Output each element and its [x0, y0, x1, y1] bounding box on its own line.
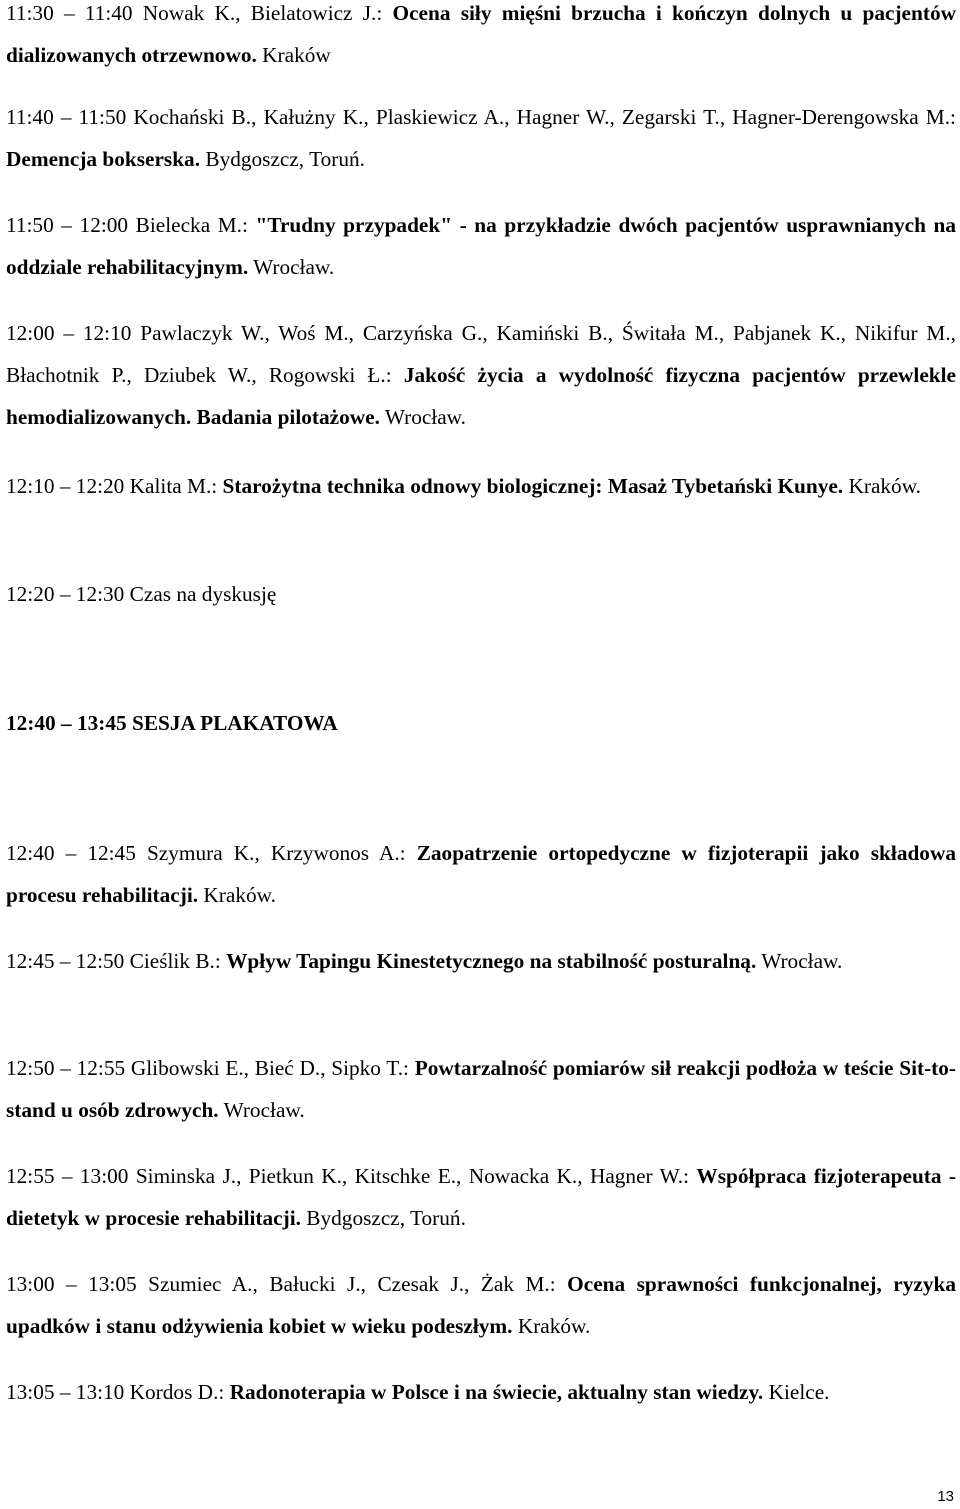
entry-city: Wrocław. [253, 255, 335, 279]
entry-time: 12:50 – 12:55 [6, 1056, 126, 1080]
entry-city: Kraków. [203, 883, 276, 907]
entry-city: Wrocław. [761, 949, 843, 973]
entry-title: Ocena siły mięśni brzucha i kończyn dolnych u pacjentów dializowanych otrzewnowo. [6, 1, 956, 67]
entry-authors: Kalita M.: [129, 474, 218, 498]
poster-entry [6, 832, 956, 916]
entry-city: Kraków [262, 43, 331, 67]
program-entry [6, 312, 956, 438]
program-entry [6, 0, 956, 76]
entry-time: 12:10 – 12:20 [6, 474, 125, 498]
entry-city: Kraków. [517, 1314, 591, 1338]
program-entry [6, 96, 956, 180]
entry-time: 12:20 – 12:30 [6, 582, 125, 606]
entry-authors: Kochański B., Kałużny K., Plaskiewicz A., Hagner W., Zegarski T., Hagner-Derengowska M.: [133, 105, 956, 129]
entry-authors: Szymura K., Krzywonos A.: [146, 841, 406, 865]
entry-authors: Kordos D.: [129, 1380, 225, 1404]
entry-time: 12:45 – 12:50 [6, 949, 125, 973]
entry-authors: Glibowski E., Bieć D., Sipko T.: [130, 1056, 409, 1080]
entry-time: 13:05 – 13:10 [6, 1380, 125, 1404]
entry-title: Jakość życia a wydolność fizyczna pacjentów przewlekle hemodializowanych. Badania pilotażowe. [6, 363, 956, 429]
session-heading [6, 702, 956, 744]
entry-title: Wpływ Tapingu Kinestetycznego na stabilność posturalną. [226, 949, 757, 973]
entry-time: 12:00 – 12:10 [6, 321, 132, 345]
poster-entry [6, 940, 956, 982]
entry-authors: Czas na dyskusję [129, 582, 277, 606]
entry-authors: Bielecka M.: [135, 213, 248, 237]
session-label: SESJA PLAKATOWA [132, 711, 338, 735]
program-entry [6, 465, 956, 507]
entry-city: Wrocław. [223, 1098, 305, 1122]
poster-entry [6, 1047, 956, 1131]
entry-authors: Szumiec A., Bałucki J., Czesak J., Żak M.: [148, 1272, 556, 1296]
entry-title: Współpraca fizjoterapeuta - dietetyk w procesie rehabilitacji. [6, 1164, 957, 1230]
entry-title: Ocena sprawności funkcjonalnej, ryzyka upadków i stanu odżywienia kobiet w wieku podeszłym. [6, 1272, 957, 1338]
session-time: 12:40 – 13:45 [6, 711, 127, 735]
poster-entry [6, 1371, 956, 1413]
entry-time: 11:50 – 12:00 [6, 213, 129, 237]
entry-city: Kielce. [768, 1380, 830, 1404]
entry-time: 12:55 – 13:00 [6, 1164, 129, 1188]
entry-authors: Siminska J., Pietkun K., Kitschke E., Nowacka K., Hagner W.: [135, 1164, 689, 1188]
program-entry [6, 204, 956, 288]
entry-title: Radonoterapia w Polsce i na świecie, aktualny stan wiedzy. [229, 1380, 764, 1404]
entry-city: Bydgoszcz, Toruń. [306, 1206, 466, 1230]
entry-time: 11:40 – 11:50 [6, 105, 127, 129]
page-number: 13 [937, 1488, 954, 1505]
entry-title: Demencja bokserska. [6, 147, 201, 171]
program-entry [6, 573, 956, 615]
poster-entry [6, 1155, 956, 1239]
entry-city: Kraków. [848, 474, 922, 498]
entry-time: 13:00 – 13:05 [6, 1272, 137, 1296]
entry-title: Zaopatrzenie ortopedyczne w fizjoterapii jako składowa procesu rehabilitacji. [6, 841, 956, 907]
entry-authors: Cieślik B.: [129, 949, 221, 973]
poster-entry [6, 1263, 956, 1347]
entry-time: 12:40 – 12:45 [6, 841, 136, 865]
entry-title: "Trudny przypadek" - na przykładzie dwóch pacjentów usprawnianych na oddziale rehabilitacyjnym. [6, 213, 956, 279]
entry-time: 11:30 – 11:40 [6, 1, 133, 25]
entry-city: Wrocław. [384, 405, 466, 429]
entry-authors: Pawlaczyk W., Woś M., Carzyńska G., Kamiński B., Świtała M., Pabjanek K., Nikifur M., Błachotnik P., Dziubek W., Rogowski Ł.: [6, 321, 956, 387]
entry-title: Powtarzalność pomiarów sił reakcji podłoża w teście Sit-to-stand u osób zdrowych. [6, 1056, 956, 1122]
entry-city: Bydgoszcz, Toruń. [205, 147, 365, 171]
entry-authors: Nowak K., Bielatowicz J.: [142, 1, 383, 25]
entry-title: Starożytna technika odnowy biologicznej: Masaż Tybetański Kunye. [222, 474, 844, 498]
